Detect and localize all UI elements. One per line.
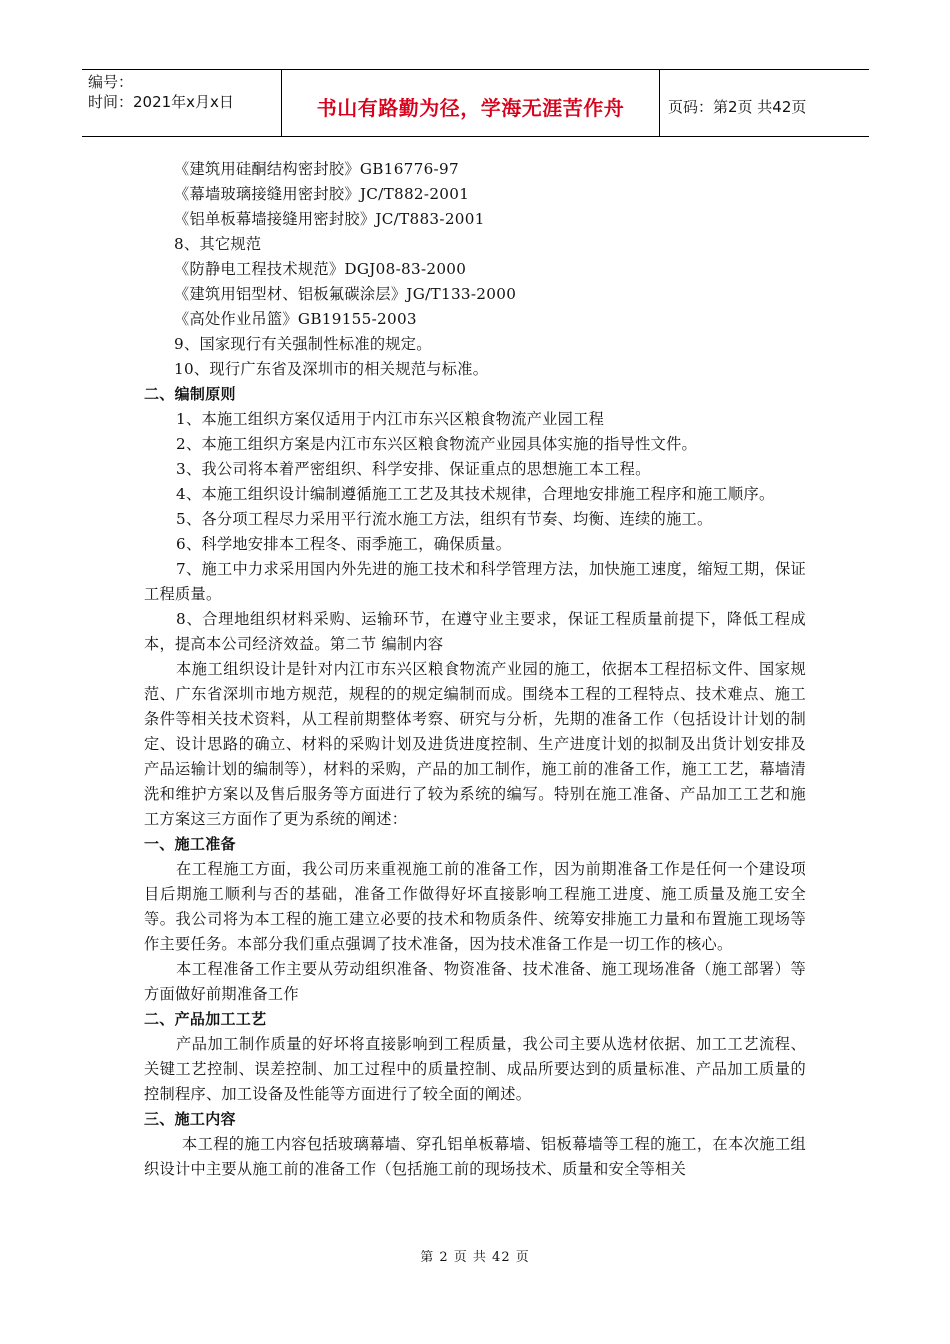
- body-line: 《建筑用铝型材、铝板氟碳涂层》JG/T133-2000: [174, 285, 517, 303]
- body-line: 《建筑用硅酮结构密封胶》GB16776-97: [174, 160, 459, 178]
- process-paragraph: 产品加工制作质量的好坏将直接影响到工程质量，我公司主要从选材依据、加工工艺流程、关键工艺控制、误差控制、加工过程中的质量控制、成品所要达到的质量标准、产品加工质量的控制程序、加工设备及性能等方面进行了较全面的阐述。: [144, 1035, 806, 1103]
- header-meta: [82, 70, 282, 136]
- section-heading-process: 二、产品加工工艺: [144, 1010, 267, 1028]
- body-line: 8、其它规范: [174, 235, 262, 253]
- principle-item: 3、我公司将本着严密组织、科学安排、保证重点的思想施工本工程。: [176, 460, 651, 478]
- page-footer: 第 2 页 共 42 页: [420, 1250, 530, 1265]
- principle-item: 8、合理地组织材料采购、运输环节，在遵守业主要求，保证工程质量前提下，降低工程成本，提高本公司经济效益。第二节 编制内容: [144, 610, 806, 653]
- principle-item: 1、本施工组织方案仅适用于内江市东兴区粮食物流产业园工程: [176, 410, 605, 428]
- principle-item: 7、施工中力求采用国内外先进的施工技术和科学管理方法，加快施工速度，缩短工期，保证工程质量。: [144, 560, 806, 603]
- prep-paragraph: 本工程准备工作主要从劳动组织准备、物资准备、技术准备、施工现场准备（施工部署）等方面做好前期准备工作: [144, 960, 806, 1003]
- section-heading-principles: 二、编制原则: [144, 385, 236, 403]
- principle-item: 5、各分项工程尽力采用平行流水施工方法，组织有节奏、均衡、连续的施工。: [176, 510, 713, 528]
- document-body: [144, 157, 806, 1182]
- date-label: 时间：2021年x月x日: [88, 93, 234, 111]
- summary-paragraph: 本施工组织设计是针对内江市东兴区粮食物流产业园的施工，依据本工程招标文件、国家规范、广东省深圳市地方规范，规程的的规定编制而成。围绕本工程的工程特点、技术难点、施工条件等相关技术资料，从工程前期整体考察、研究与分析，先期的准备工作（包括设计计划的制定、设计思路的确立、材料的采购计划及进货进度控制、生产进度计划的拟制及出货计划安排及产品运输计划的编制等），材料的采购，产品的加工制作，施工前的准备工作，施工工艺，幕墙清洗和维护方案以及售后服务等方面进行了较为系统的编写。特别在施工准备、产品加工工艺和施工方案这三方面作了更为系统的阐述：: [144, 660, 806, 828]
- body-line: 10、现行广东省及深圳市的相关规范与标准。: [174, 360, 489, 378]
- body-line: 9、国家现行有关强制性标准的规定。: [174, 335, 432, 353]
- body-line: 《高处作业吊篮》GB19155-2003: [174, 310, 417, 328]
- principle-item: 4、本施工组织设计编制遵循施工工艺及其技术规律，合理地安排施工程序和施工顺序。: [176, 485, 775, 503]
- header-motto: 书山有路勤为径，学海无涯苦作舟: [282, 70, 660, 136]
- body-line: 《铝单板幕墙接缝用密封胶》JC/T883-2001: [174, 210, 485, 228]
- content-paragraph: 本工程的施工内容包括玻璃幕墙、穿孔铝单板幕墙、铝板幕墙等工程的施工，在本次施工组织设计中主要从施工前的准备工作（包括施工前的现场技术、质量和安全等相关: [144, 1135, 806, 1178]
- section-heading-prep: 一、施工准备: [144, 835, 236, 853]
- page-header: [82, 69, 869, 137]
- section-heading-content: 三、施工内容: [144, 1110, 236, 1128]
- principle-item: 2、本施工组织方案是内江市东兴区粮食物流产业园具体实施的指导性文件。: [176, 435, 698, 453]
- header-page-info: 页码：第2页 共42页: [668, 97, 807, 116]
- body-line: 《防静电工程技术规范》DGJ08-83-2000: [174, 260, 467, 278]
- prep-paragraph: 在工程施工方面，我公司历来重视施工前的准备工作，因为前期准备工作是任何一个建设项目后期施工顺利与否的基础，准备工作做得好坏直接影响工程施工进度、施工质量及施工安全等。我公司将为本工程的施工建立必要的技术和物质条件、统筹安排施工力量和布置施工现场等作主要任务。本部分我们重点强调了技术准备，因为技术准备工作是一切工作的核心。: [144, 860, 806, 953]
- body-line: 《幕墙玻璃接缝用密封胶》JC/T882-2001: [174, 185, 470, 203]
- doc-number-label: 编号：: [88, 73, 134, 91]
- principle-item: 6、科学地安排本工程冬、雨季施工，确保质量。: [176, 535, 512, 553]
